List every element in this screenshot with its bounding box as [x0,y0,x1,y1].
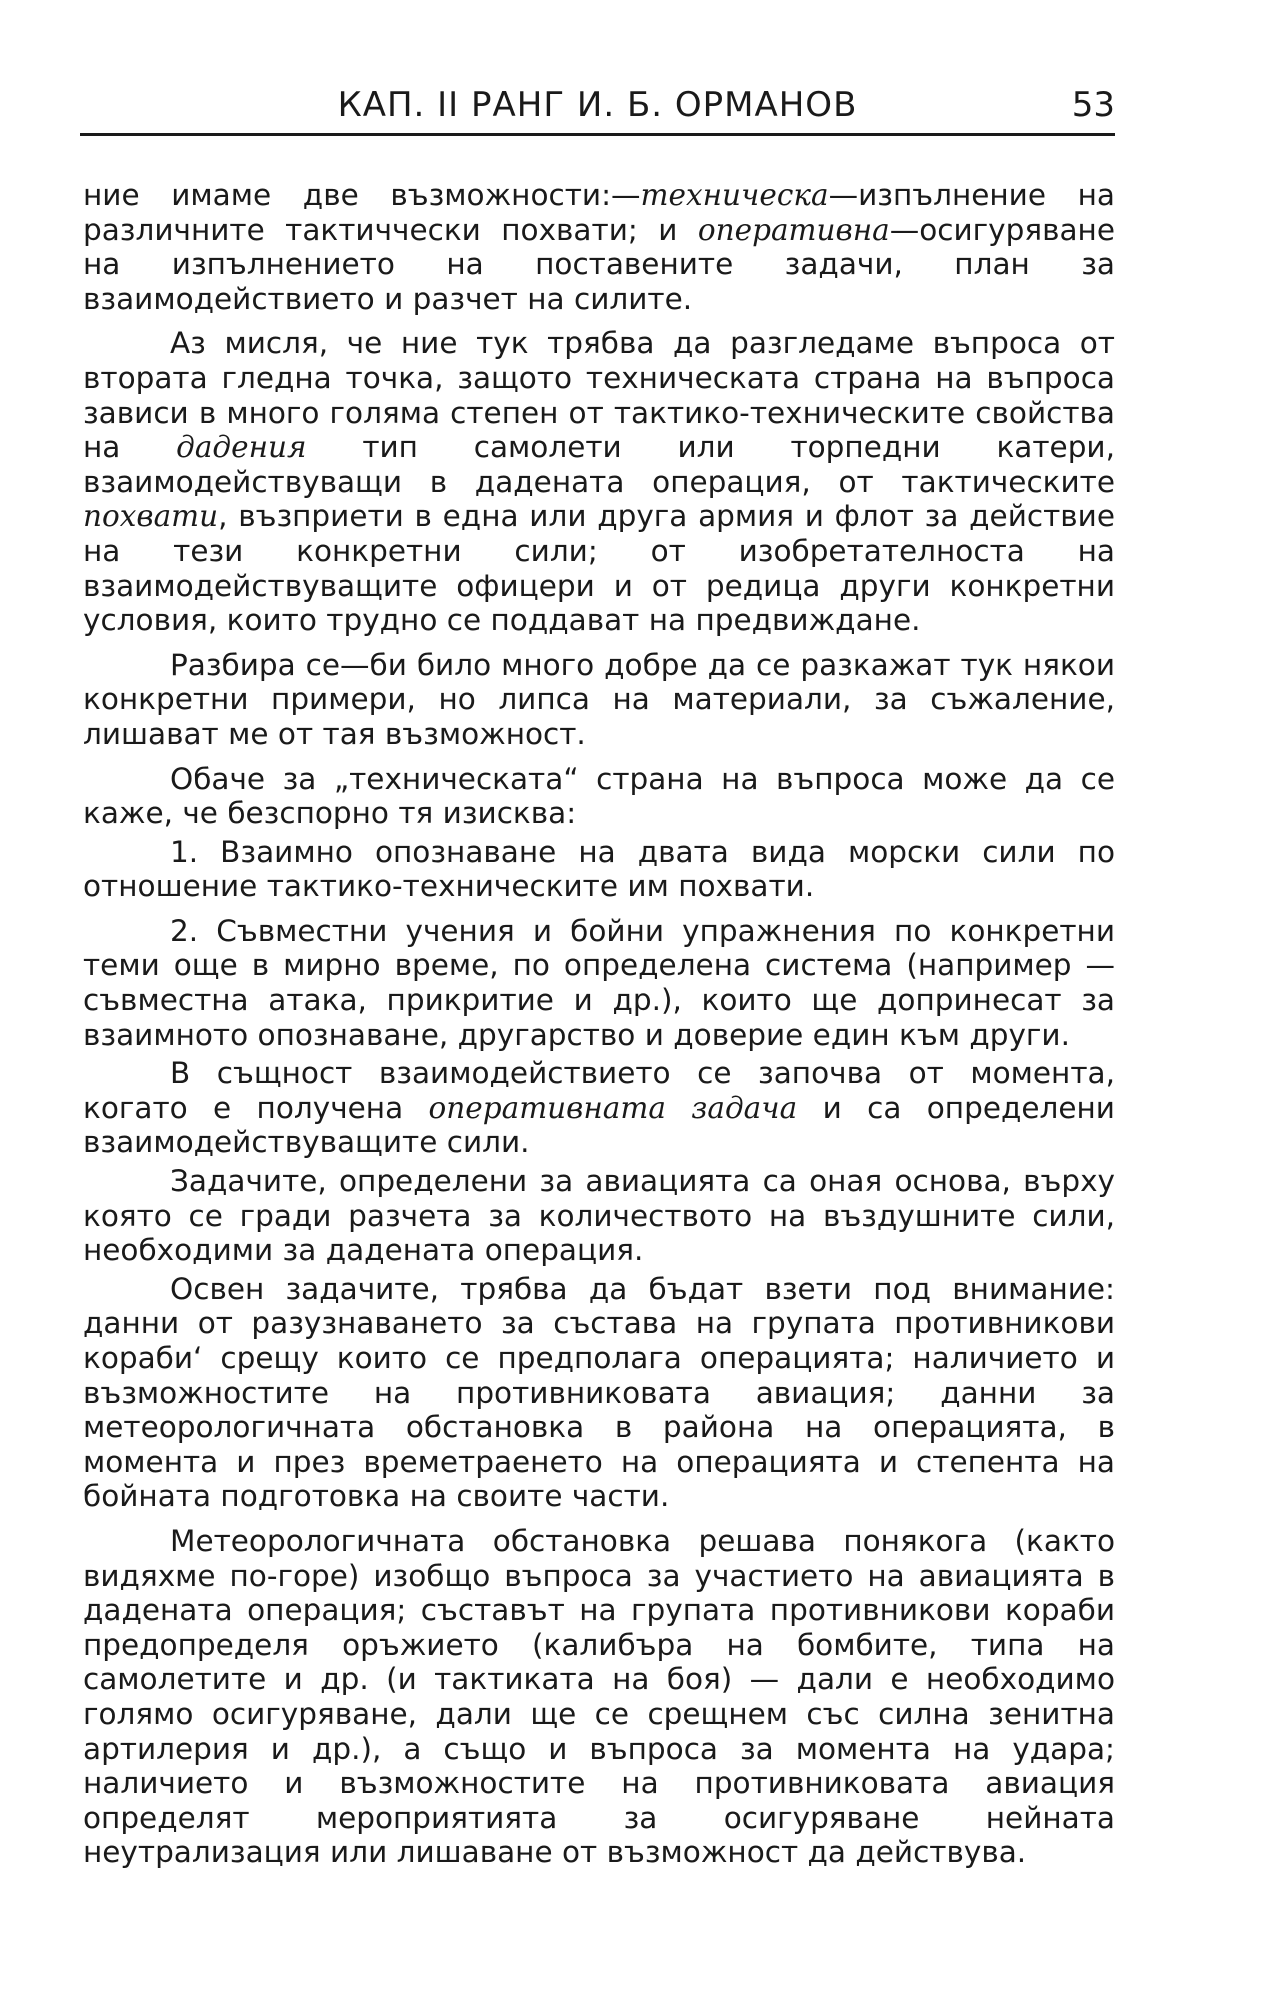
paragraph-3: Разбира се—би било много добре да се разкажат тук някои конкретни примери, но липса на материали, за съжаление, лишават ме от тая възможност. [83,647,1115,751]
paragraph-1-italic-technical: техническа [640,178,829,212]
paragraph-7-text-c: и са определени взаимодействуващите сили. [83,1090,1115,1160]
paragraph-1-text-e: —осигуряване на изпълнението на поставените задачи, план за взаимодействието и разчет на силите. [83,212,1115,316]
paragraph-4: Обаче за „техническата“ страна на въпроса може да се каже, че безспорно тя изисква: [83,761,1115,831]
page-header [80,80,1115,130]
paragraph-7 [83,1056,1115,1160]
paragraph-2 [83,326,1115,637]
paragraph-1-text-c: —изпълнение на различните тактиччески похвати; и [83,178,1115,247]
page-number: 53 [1071,85,1115,125]
paragraph-1-italic-operational: оперативна [697,212,890,247]
paragraph-2-italic-tactics: похвати [83,499,219,534]
header-rule [80,133,1115,136]
paragraph-7-text-a: В същност взаимодействието се започва от момента, когато е получена [83,1056,1115,1125]
list-item-1: 1. Взаимно опознаване на двата вида морски сили по отношение тактико-техническите им похвати. [83,834,1115,904]
paragraph-10: Метеорологичната обстановка решава понякога (както видяхме по-горе) изобщо въпроса за участието на авиацията в дадената операция; съставът на групата противникови кораби предопределя оръжието (калибъра на бомбите, типа на самолетите и др. (и тактиката на боя) — дали е необходимо голямо осигуряване, дали ще се срещнем със силна зенитна артилерия и др.), а също и въпроса за момента на удара; наличието и възможностите на противниковата авиация определят мероприятията за осигуряване нейната неутрализация или лишаване от възможност да действува. [83,1523,1115,1870]
body-text [83,178,1115,1880]
paragraph-8: Задачите, определени за авиацията са оная основа, върху която се гради разчета за количеството на въздушните сили, необходими за дадената операция. [83,1164,1115,1268]
paragraph-1-text-a: ние имаме две възможности:— [83,178,641,212]
paragraph-1 [83,178,1115,316]
paragraph-2-text-a: Аз мисля, че ние тук трябва да разгледаме въпроса от втората гледна точка, защото техническата страна на въпроса зависи в много голяма степен от тактико-техническите свойства на [83,326,1115,465]
running-head: КАП. II РАНГ И. Б. ОРМАНОВ [337,85,858,125]
list-item-2: 2. Съвместни учения и бойни упражнения по конкретни теми още в мирно време, по определена система (например —съвместна атака, прикритие и др.), които ще допринесат за взаимното опознаване, другарство и доверие един към други. [83,913,1115,1052]
paragraph-9: Освен задачите, трябва да бъдат взети под внимание: данни от разузнаването за състава на групата противникови кораби‘ срещу които се предполага операцията; наличието и възможностите на противниковата авиация; данни за метеорологичната обстановка в района на операцията, в момента и през времетраенето на операцията и степента на бойната подготовка на своите части. [83,1271,1115,1514]
paragraph-2-text-e: , възприети в една или друга армия и флот за действие на тези конкретни сили; от изобретателноста на взаимодействуващите офицери и от редица други конкретни условия, които трудно се поддават на предвиждане. [83,499,1115,638]
paragraph-2-text-c: тип самолети или торпедни катери, взаимодействуващи в дадената операция, от тактическите [83,430,1115,499]
paragraph-2-italic-given: дадения [176,430,307,465]
paragraph-7-italic-task: оперативната задача [428,1090,798,1125]
